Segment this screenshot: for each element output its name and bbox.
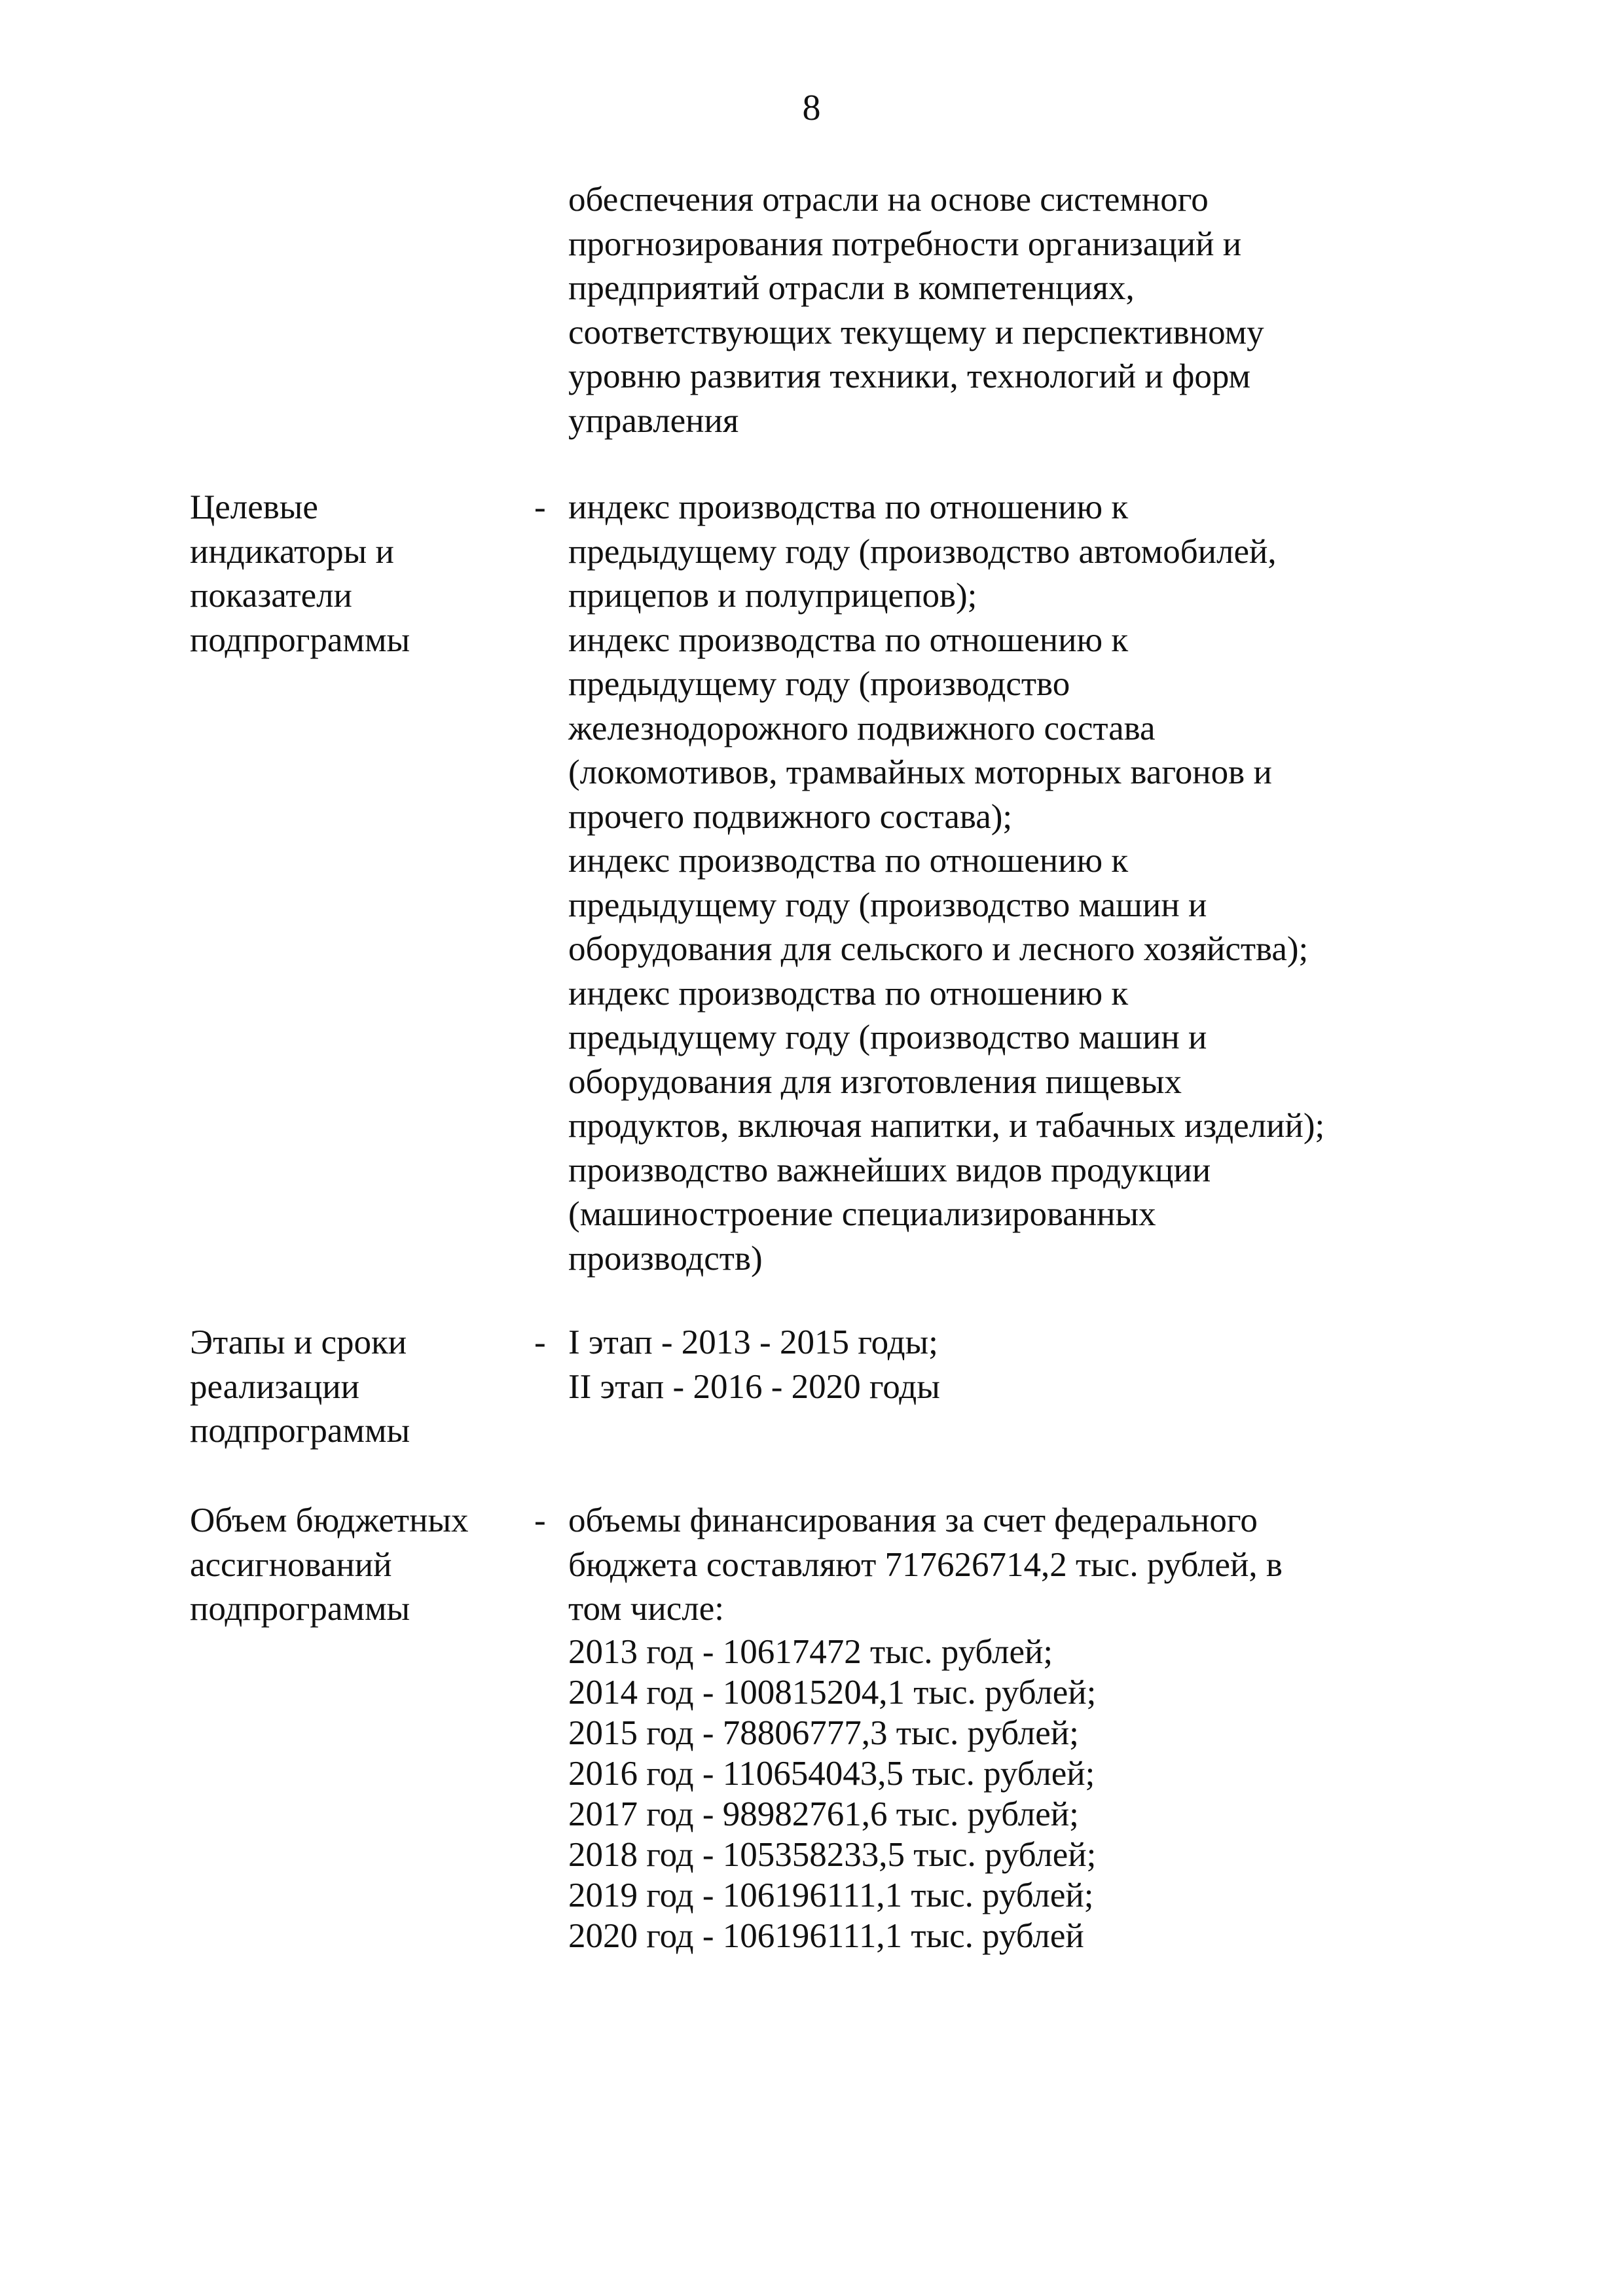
row-body-budget-allocations [568, 1499, 1485, 1956]
body-line: производств) [568, 1239, 763, 1278]
body-line: предыдущему году (производство машин и [568, 1018, 1207, 1056]
label-line: индикаторы и [190, 532, 394, 571]
body-line: индекс производства по отношению к [568, 488, 1129, 526]
body-line: 2017 год - 98982761,6 тыс. рублей; [568, 1795, 1079, 1833]
body-line: 2013 год - 10617472 тыс. рублей; [568, 1632, 1053, 1671]
body-line: (локомотивов, трамвайных моторных вагонов и [568, 753, 1272, 791]
body-line: 2018 год - 105358233,5 тыс. рублей; [568, 1835, 1097, 1874]
intro-continuation-text [568, 178, 1485, 443]
body-line: индекс производства по отношению к [568, 620, 1129, 659]
body-line: 2020 год - 106196111,1 тыс. рублей [568, 1916, 1084, 1955]
label-line: Объем бюджетных [190, 1501, 469, 1539]
body-line: продуктов, включая напитки, и табачных изделий); [568, 1107, 1325, 1145]
body-line: I этап - 2013 - 2015 годы; [568, 1323, 938, 1361]
intro-line: предприятий отрасли в компетенциях, [568, 269, 1135, 307]
body-line: прочего подвижного состава); [568, 797, 1013, 836]
page-number: 8 [802, 88, 821, 128]
body-line: предыдущему году (производство машин и [568, 886, 1207, 924]
body-line: оборудования для изготовления пищевых [568, 1062, 1182, 1101]
intro-line: обеспечения отрасли на основе системного [568, 181, 1209, 219]
intro-line: соответствующих текущему и перспективному [568, 313, 1264, 351]
row-body-target-indicators [568, 486, 1485, 1281]
row-dash: - [534, 1323, 546, 1361]
body-line: (машиностроение специализированных [568, 1195, 1156, 1233]
label-line: Целевые [190, 488, 318, 526]
body-line: железнодорожного подвижного состава [568, 709, 1156, 747]
row-dash: - [534, 1501, 546, 1539]
label-line: показатели [190, 577, 352, 615]
row-label-budget-allocations [190, 1499, 530, 1632]
row-body-stages-terms [568, 1321, 1485, 1409]
body-line: 2015 год - 78806777,3 тыс. рублей; [568, 1713, 1079, 1752]
body-line: прицепов и полуприцепов); [568, 577, 977, 615]
label-line: реализации [190, 1367, 360, 1406]
body-line: оборудования для сельского и лесного хозяйства); [568, 930, 1309, 968]
body-line: индекс производства по отношению к [568, 842, 1129, 880]
label-line: подпрограммы [190, 620, 410, 659]
body-line: том числе: [568, 1590, 724, 1628]
row-label-stages-terms [190, 1321, 530, 1454]
body-line: 2016 год - 110654043,5 тыс. рублей; [568, 1754, 1095, 1793]
label-line: ассигнований [190, 1545, 392, 1584]
label-line: Этапы и сроки [190, 1323, 407, 1361]
body-line: производство важнейших видов продукции [568, 1151, 1211, 1189]
body-line: индекс производства по отношению к [568, 974, 1129, 1013]
intro-line: управления [568, 401, 739, 440]
body-line: объемы финансирования за счет федерального [568, 1501, 1258, 1539]
row-label-target-indicators [190, 486, 530, 662]
body-line: предыдущему году (производство [568, 665, 1070, 703]
row-dash: - [534, 488, 546, 526]
body-line: 2019 год - 106196111,1 тыс. рублей; [568, 1876, 1094, 1914]
intro-line: уровню развития техники, технологий и форм [568, 357, 1251, 395]
label-line: подпрограммы [190, 1590, 410, 1628]
body-line: 2014 год - 100815204,1 тыс. рублей; [568, 1673, 1097, 1712]
body-line: бюджета составляют 717626714,2 тыс. рублей, в [568, 1545, 1283, 1584]
body-line: II этап - 2016 - 2020 годы [568, 1367, 940, 1406]
body-line: предыдущему году (производство автомобилей, [568, 532, 1277, 571]
label-line: подпрограммы [190, 1412, 410, 1450]
intro-line: прогнозирования потребности организаций и [568, 224, 1242, 263]
